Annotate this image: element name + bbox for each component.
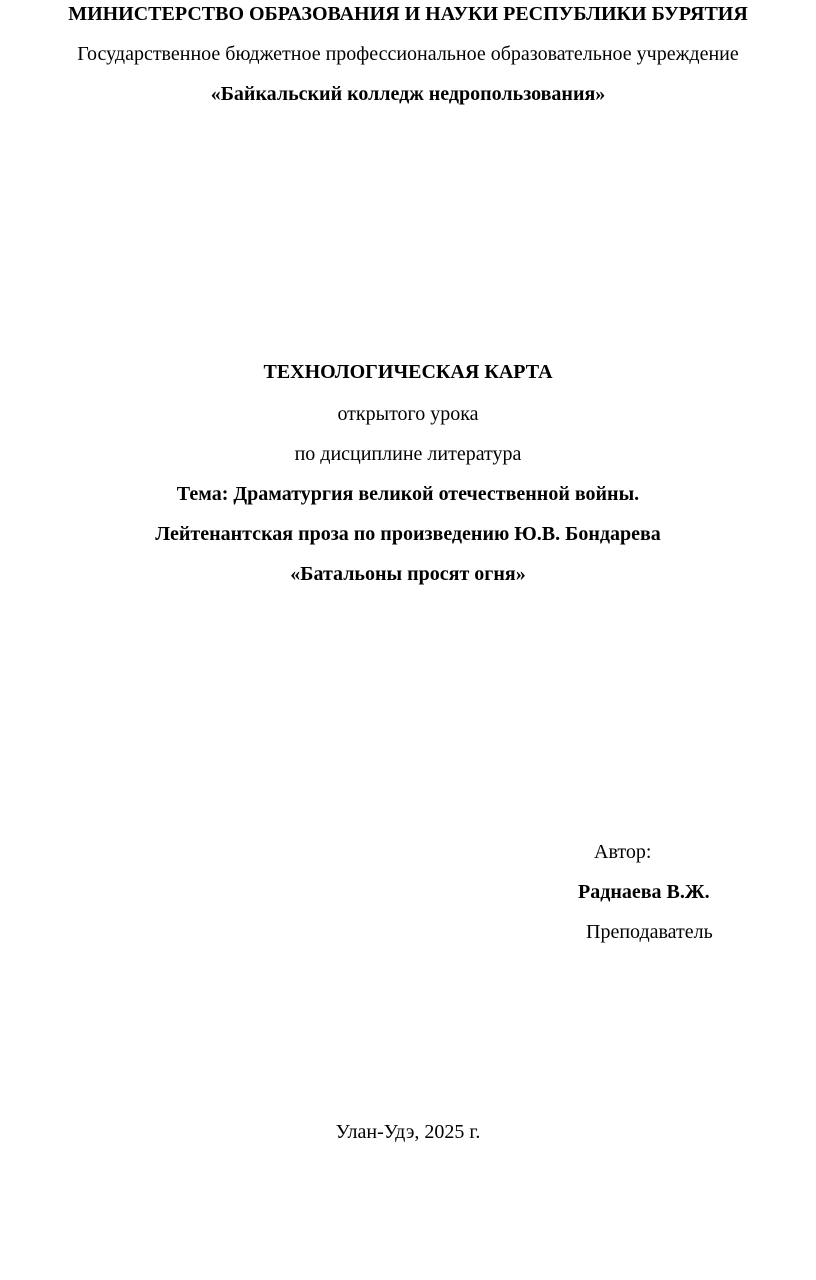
- place-year: Улан-Удэ, 2025 г.: [335, 1121, 481, 1143]
- ministry-heading: МИНИСТЕРСТВО ОБРАЗОВАНИЯ И НАУКИ РЕСПУБЛИКИ БУРЯТИЯ: [68, 3, 748, 25]
- institution-type: Государственное бюджетное профессиональное образовательное учреждение: [77, 43, 739, 65]
- author-position: Преподаватель: [586, 921, 713, 943]
- lesson-type: открытого урока: [337, 403, 479, 425]
- topic-line-3: «Батальоны просят огня»: [290, 563, 526, 585]
- topic-line-1: Тема: Драматургия великой отечественной войны.: [176, 483, 640, 505]
- discipline: по дисциплине литература: [294, 443, 522, 465]
- document-title: ТЕХНОЛОГИЧЕСКАЯ КАРТА: [263, 361, 553, 383]
- author-name: Раднаева В.Ж.: [578, 881, 710, 903]
- topic-line-2: Лейтенантская проза по произведению Ю.В. Бондарева: [155, 523, 661, 545]
- college-name: «Байкальский колледж недропользования»: [210, 83, 606, 105]
- author-label: Автор:: [594, 841, 652, 863]
